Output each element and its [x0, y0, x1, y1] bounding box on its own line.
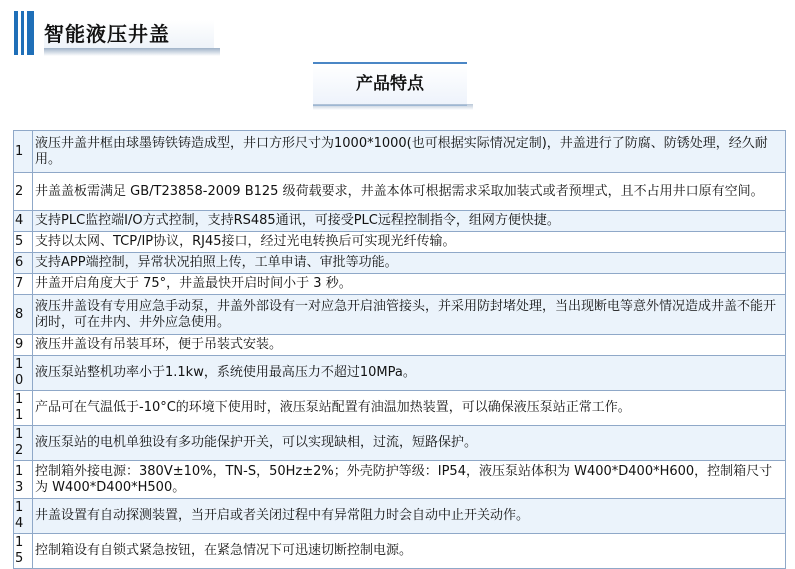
table-row: [14, 391, 786, 426]
table-row: [14, 232, 786, 253]
table-row: [14, 426, 786, 461]
row-text: 控制箱外接电源：380V±10%，TN-S，50Hz±2%；外壳防护等级：IP54，液压泵站体积为 W400*D400*H600，控制箱尺寸为 W400*D400*H500。: [33, 461, 786, 499]
section-title: 产品特点: [313, 62, 467, 106]
row-text: 井盖开启角度大于 75°，井盖最快开启时间小于 3 秒。: [33, 274, 786, 295]
row-number: 11: [14, 391, 33, 426]
table-row: [14, 461, 786, 499]
row-number: 15: [14, 534, 33, 569]
row-text: 井盖盖板需满足 GB/T23858-2009 B125 级荷载要求，井盖本体可根据需求采取加装式或者预埋式，且不占用井口原有空间。: [33, 173, 786, 211]
row-text: 液压井盖井框由球墨铸铁铸造成型，井口方形尺寸为1000*1000(也可根据实际情况定制)，井盖进行了防腐、防锈处理，经久耐用。: [33, 131, 786, 173]
row-text: 产品可在气温低于-10°C的环境下使用时，液压泵站配置有油温加热装置，可以确保液压泵站正常工作。: [33, 391, 786, 426]
table-row: [14, 211, 786, 232]
page-title: 智能液压井盖: [44, 20, 214, 48]
table-row: [14, 534, 786, 569]
row-text: 液压泵站的电机单独设有多功能保护开关，可以实现缺相，过流，短路保护。: [33, 426, 786, 461]
section-title-shadow: [313, 104, 473, 110]
row-number: 7: [14, 274, 33, 295]
row-text: 液压井盖设有吊装耳环，便于吊装式安装。: [33, 335, 786, 356]
table-row: [14, 499, 786, 534]
row-number: 1: [14, 131, 33, 173]
table-row: [14, 356, 786, 391]
table-row: [14, 295, 786, 335]
row-text: 液压泵站整机功率小于1.1kw，系统使用最高压力不超过10MPa。: [33, 356, 786, 391]
title-underline-shadow: [44, 48, 220, 56]
page-header: [10, 8, 220, 60]
row-text: 支持以太网、TCP/IP协议，RJ45接口，经过光电转换后可实现光纤传输。: [33, 232, 786, 253]
row-text: 井盖设置有自动探测装置，当开启或者关闭过程中有异常阻力时会自动中止开关动作。: [33, 499, 786, 534]
row-number: 12: [14, 426, 33, 461]
row-number: 8: [14, 295, 33, 335]
row-number: 5: [14, 232, 33, 253]
table-row: [14, 173, 786, 211]
row-text: 支持PLC监控端I/O方式控制，支持RS485通讯，可接受PLC远程控制指令，组网方便快捷。: [33, 211, 786, 232]
row-text: 控制箱设有自锁式紧急按钮，在紧急情况下可迅速切断控制电源。: [33, 534, 786, 569]
row-text: 液压井盖设有专用应急手动泵，井盖外部设有一对应急开启油管接头，并采用防封堵处理，当出现断电等意外情况造成井盖不能开闭时，可在井内、井外应急使用。: [33, 295, 786, 335]
row-number: 9: [14, 335, 33, 356]
table-row: [14, 335, 786, 356]
table-row: [14, 131, 786, 173]
row-number: 2: [14, 173, 33, 211]
table-row: [14, 274, 786, 295]
row-number: 10: [14, 356, 33, 391]
row-number: 13: [14, 461, 33, 499]
row-number: 4: [14, 211, 33, 232]
row-number: 6: [14, 253, 33, 274]
feature-table: [13, 130, 786, 569]
table-row: [14, 253, 786, 274]
row-text: 支持APP端控制，异常状况拍照上传，工单申请、审批等功能。: [33, 253, 786, 274]
row-number: 14: [14, 499, 33, 534]
